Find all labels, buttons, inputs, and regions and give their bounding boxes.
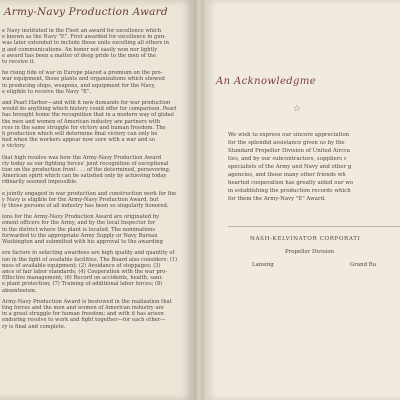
text-line: rdinarily seemed impossible. (2, 179, 78, 186)
text-line: absenteeism. (2, 287, 37, 294)
text-line: ions for the Army-Navy Production Award are originated by (2, 214, 160, 221)
acknowledgment-title: An Acknowledgme (216, 76, 317, 87)
text-line: e plant protection; (7) Training of additional labor forces; (8) (2, 281, 163, 288)
city-right: Grand Ra (350, 262, 377, 268)
left-paragraph (0, 299, 192, 330)
left-paragraph (0, 28, 192, 65)
text-line: ry is final and complete. (2, 323, 66, 330)
text-line: ance of fair labor standards; (4) Cooperation with the war pro- (2, 268, 168, 275)
acknowledgment-line: specialists of the Army and Navy and other g (228, 164, 352, 170)
text-line: e victory. (2, 143, 26, 150)
text-line: hed when the workers appear now sure with a war and so (2, 137, 155, 144)
text-line: tion on the production front . . . of the determined, persevering, (2, 167, 171, 174)
acknowledgment-line: for them the Army-Navy "E" Award. (228, 196, 326, 202)
text-line: e known as the Navy "E". First awarded for excellence in gun- (2, 34, 166, 41)
text-line: and Pearl Harbor—and with it new demands for war production (2, 100, 171, 107)
acknowledgment-line: agencies, and those many other friends wh (228, 172, 346, 178)
text-line: ere factors in selecting awardees are high quality and quantity of (2, 250, 175, 257)
text-line: has brought home the recognition that in a modern way of global (2, 112, 174, 119)
text-line: e jointly engaged in war production and construction work for the (2, 190, 177, 197)
left-paragraph (0, 155, 192, 186)
text-line: ion in the light of available facilities. The Board also considers: (1) (2, 256, 178, 263)
text-line: enduring resolve to work and fight together—for each other— (2, 317, 166, 324)
left-paragraph (0, 100, 192, 150)
text-line: he rising tide of war in Europe placed a premium on the pro- (2, 70, 163, 77)
text-line: h production which will determine final victory can only be (2, 131, 158, 138)
text-line: in producing ships, weapons, and equipment for the Navy, (2, 82, 156, 89)
text-line: Effective management; (6) Record on accidents, health, sani- (2, 275, 163, 282)
left-page (0, 0, 194, 400)
text-line: the men and women of American industry are partners with (2, 118, 161, 125)
text-line: forwarded to the appropriate Army Supply or Navy Bureau (2, 232, 158, 239)
acknowledgment-body (228, 131, 400, 203)
left-page-body (0, 28, 192, 335)
left-paragraph (0, 250, 192, 293)
text-line: that high resolve was how the Army-Navy Production Award (2, 154, 162, 161)
text-line: y Navy is eligible for the Army-Navy Production Award, but (2, 196, 159, 203)
text-line: e award has been a matter of deep pride to the men of the (2, 52, 156, 59)
text-line: was later extended to include those units excelling all others in (2, 40, 169, 47)
text-line: ting forces and the men and women of American industry are (2, 304, 165, 311)
acknowledgment-line: Standard Propeller Division of United Aircra (228, 148, 350, 154)
text-line: to receive it. (2, 59, 36, 66)
text-line: Washington and submitted with his approval to the awarding (2, 239, 163, 246)
text-line: ement officers for the Army, and by the local Inspector for (2, 220, 156, 227)
star-icon: ☆ (293, 104, 302, 114)
left-page-title: Army-Navy Production Award (4, 6, 168, 18)
city-left: Lansing (252, 262, 274, 268)
acknowledgment-line: We wish to express our sincere appreciation (228, 132, 350, 138)
left-paragraph (0, 191, 192, 210)
text-line: in a great struggle for human freedom; and with it has arisen (2, 311, 164, 318)
text-line: American spirit which can be satisfied only by achieving today (2, 173, 167, 180)
text-line: rly today as our fighting forces' joint recognition of exceptional (2, 160, 169, 167)
acknowledgment-line: ties, and by our subcontractors, suppliers c (228, 156, 347, 162)
text-line: in the district where the plant is located. The nominations (2, 226, 156, 233)
text-line: e Navy instituted in the Fleet an award for excellence which (2, 28, 162, 34)
signature-divider (228, 226, 400, 227)
division-name: Propeller Division (285, 249, 335, 255)
text-line: war equipment, those plants and organizations which showed (2, 76, 165, 83)
text-line: rces in the same struggle for victory and human freedom. The (2, 124, 166, 131)
acknowledgment-line: hearted cooperation has greatly aided our wo (228, 180, 354, 186)
acknowledgment-line: for the splendid assistance given us by the (228, 140, 345, 146)
text-line: would do anything which history could offer for comparison. Pearl (2, 106, 177, 113)
text-line: ly those persons of all industry has been so singularly honored. (2, 203, 169, 210)
left-paragraph (0, 214, 192, 245)
text-line: Army-Navy Production Award is bestowed in the realization that (2, 298, 172, 305)
left-paragraph (0, 70, 192, 95)
right-page (204, 0, 400, 400)
text-line: ness of available equipment; (2) Avoidance of stoppages; (3) (2, 262, 161, 269)
text-line: e eligible to receive the Navy "E". (2, 88, 91, 95)
acknowledgment-line: in establishing the production records which (228, 188, 351, 194)
book-gutter (194, 0, 204, 400)
text-line: g and communications. An honor not easily won nor lightly (2, 46, 158, 53)
company-name: NASH-KELVINATOR CORPORATI (250, 236, 361, 242)
